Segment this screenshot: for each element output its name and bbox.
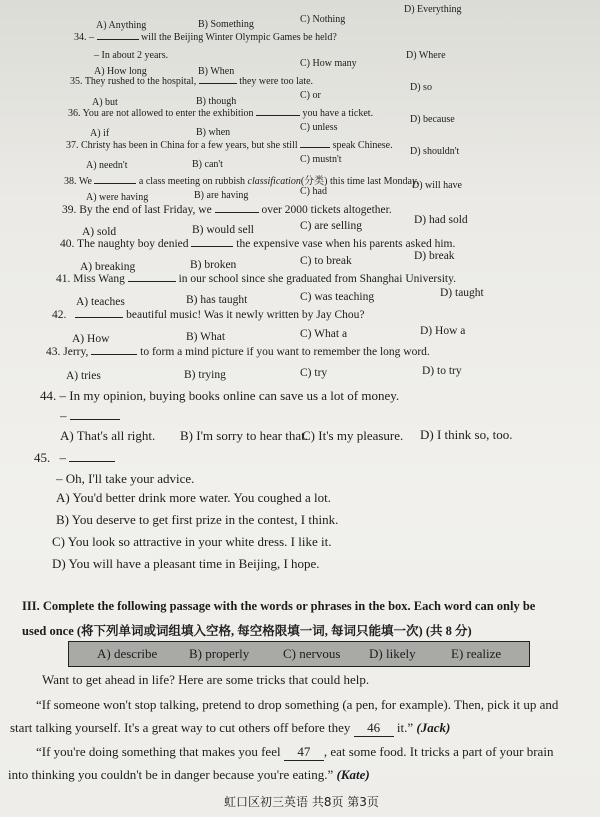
q36-stem: 36. You are not allowed to enter the exhibition you have a ticket.	[68, 108, 374, 119]
q44-option-a: A) That's all right.	[60, 428, 156, 443]
q39-option-b: B) would sell	[192, 224, 254, 236]
q45-option-b: B) You deserve to get first prize in the contest, I think.	[56, 512, 339, 527]
q39-option-c: C) are selling	[300, 220, 362, 232]
answer-blank	[215, 212, 259, 213]
word-option-b: B) properly	[189, 646, 250, 661]
word-option-a: A) describe	[97, 646, 158, 661]
q34-stem: 34. – will the Beijing Winter Olympic Games be held?	[74, 32, 337, 43]
passage-paragraph-3-line-2: into thinking you couldn't be in danger because you're eating.” (Kate)	[8, 767, 370, 782]
q35-option-d: D) so	[410, 82, 432, 93]
answer-blank	[256, 115, 300, 116]
question-number: 37.	[66, 140, 79, 151]
answer-blank	[128, 281, 176, 282]
q41-option-a: A) teaches	[76, 296, 125, 308]
answer-blank	[94, 183, 136, 184]
q40-option-c: C) to break	[300, 255, 352, 267]
question-number: 36.	[68, 108, 81, 119]
q42-option-d: D) How a	[420, 325, 466, 337]
q45-reply: – Oh, I'll take your advice.	[56, 471, 195, 486]
q34-option-d: D) Where	[406, 50, 446, 61]
q44-option-b: B) I'm sorry to hear that.	[180, 428, 308, 443]
question-number: 35.	[70, 76, 83, 87]
q44-reply-blank: –	[60, 408, 120, 424]
q33-option-b: B) Something	[198, 19, 254, 30]
q34-reply: – In about 2 years.	[94, 50, 169, 61]
passage-paragraph-1: Want to get ahead in life? Here are some tricks that could help.	[42, 672, 370, 687]
q37-option-c: C) mustn't	[300, 154, 342, 165]
answer-blank	[97, 39, 139, 40]
question-number: 34.	[74, 32, 87, 43]
q41-option-b: B) has taught	[186, 294, 248, 306]
word-option-d: D) likely	[369, 646, 416, 661]
question-number: 40.	[60, 238, 75, 250]
q39-option-a: A) sold	[82, 226, 117, 238]
q38-stem: 38. We a class meeting on rubbish classification(分类) this time last Monday.	[64, 176, 419, 187]
q40-option-a: A) breaking	[80, 261, 136, 273]
q35-option-a: A) but	[92, 97, 118, 108]
q36-option-c: C) unless	[300, 122, 338, 133]
q42-stem: 42. beautiful music! Was it newly written by Jay Chou?	[52, 309, 365, 321]
page-footer: 虹口区初三英语 共8页 第3页	[224, 795, 379, 809]
q37-stem: 37. Christy has been in China for a few years, but she still speak Chinese.	[66, 140, 393, 151]
blank-47: 47	[284, 744, 324, 761]
q34-option-b: B) When	[198, 66, 235, 77]
question-number: 38.	[64, 176, 77, 187]
answer-blank	[75, 317, 123, 318]
q40-stem: 40. The naughty boy denied the expensive vase when his parents asked him.	[60, 238, 456, 250]
section-3-instruction: used once (将下列单词或词组填入空格, 每空格限填一词, 每词只能填一次) (共 8 分)	[22, 624, 472, 638]
q40-option-b: B) broken	[190, 259, 237, 271]
word-bank-box	[68, 641, 530, 667]
q37-option-b: B) can't	[192, 159, 223, 170]
q38-option-b: B) are having	[194, 190, 249, 201]
q44-option-d: D) I think so, too.	[420, 427, 513, 442]
q34-option-c: C) How many	[300, 58, 357, 69]
q42-option-b: B) What	[186, 331, 226, 343]
blank-46: 46	[354, 720, 394, 737]
q43-option-d: D) to try	[422, 365, 462, 377]
author-jack: (Jack)	[416, 720, 451, 735]
q43-option-c: C) try	[300, 367, 328, 379]
passage-paragraph-3-line-1: “If you're doing something that makes you feel 47 , eat some food. It tricks a part of your brain	[36, 744, 554, 759]
q36-option-d: D) because	[410, 114, 455, 125]
q37-option-d: D) shouldn't	[410, 146, 460, 157]
q35-option-c: C) or	[300, 90, 321, 101]
q44-option-c: C) It's my pleasure.	[302, 428, 404, 443]
q41-stem: 41. Miss Wang in our school since she graduated from Shanghai University.	[56, 273, 457, 285]
q43-option-b: B) trying	[184, 369, 226, 381]
q38-option-c: C) had	[300, 186, 327, 197]
question-number: 41.	[56, 273, 71, 285]
q35-option-b: B) though	[196, 96, 237, 107]
q37-option-a: A) needn't	[86, 160, 128, 171]
q34-option-a: A) How long	[94, 66, 147, 77]
author-kate: (Kate)	[336, 767, 370, 782]
section-3-heading: III. Complete the following passage with the words or phrases in the box. Each word can only be	[22, 599, 536, 613]
q33-option-a: A) Anything	[96, 20, 147, 31]
q38-option-a: A) were having	[86, 192, 149, 203]
q33-option-d: D) Everything	[404, 4, 462, 15]
question-number: 43.	[46, 346, 61, 358]
question-number: 45.	[34, 450, 51, 465]
q39-option-d: D) had sold	[414, 214, 468, 226]
word-option-c: C) nervous	[283, 646, 341, 661]
q42-option-a: A) How	[72, 333, 110, 345]
q41-option-d: D) taught	[440, 287, 484, 299]
q35-stem: 35. They rushed to the hospital, they were too late.	[70, 76, 314, 87]
q36-option-b: B) when	[196, 127, 231, 138]
q45-option-c: C) You look so attractive in your white dress. I like it.	[52, 534, 332, 549]
q36-option-a: A) if	[90, 128, 110, 139]
q41-option-c: C) was teaching	[300, 291, 375, 303]
question-number: 42.	[52, 309, 67, 321]
q39-stem: 39. By the end of last Friday, we over 2000 tickets altogether.	[62, 204, 392, 216]
answer-blank	[300, 147, 330, 148]
q43-option-a: A) tries	[66, 370, 101, 382]
q42-option-c: C) What a	[300, 328, 348, 340]
q45-stem: 45. –	[34, 450, 115, 466]
passage-paragraph-2-line-1: “If someone won't stop talking, pretend to drop something (a pen, for example). Then, pick it up and	[36, 697, 559, 712]
question-number: 39.	[62, 204, 77, 216]
q33-option-c: C) Nothing	[300, 14, 346, 25]
q45-option-a: A) You'd better drink more water. You coughed a lot.	[56, 490, 331, 505]
q40-option-d: D) break	[414, 250, 455, 262]
q38-option-d: D) will have	[412, 180, 462, 191]
question-number: 44.	[40, 388, 57, 403]
answer-blank	[69, 461, 115, 462]
q44-stem: 44. – In my opinion, buying books online can save us a lot of money.	[40, 388, 400, 403]
q43-stem: 43. Jerry, to form a mind picture if you want to remember the long word.	[46, 346, 430, 358]
answer-blank	[191, 246, 233, 247]
answer-blank	[199, 83, 237, 84]
answer-blank	[70, 419, 120, 420]
word-option-e: E) realize	[451, 646, 502, 661]
q45-option-d: D) You will have a pleasant time in Beijing, I hope.	[52, 556, 320, 571]
answer-blank	[91, 354, 137, 355]
passage-paragraph-2-line-2: start talking yourself. It's a great way to cut others off before they 46 it.” (Jack)	[10, 720, 451, 735]
